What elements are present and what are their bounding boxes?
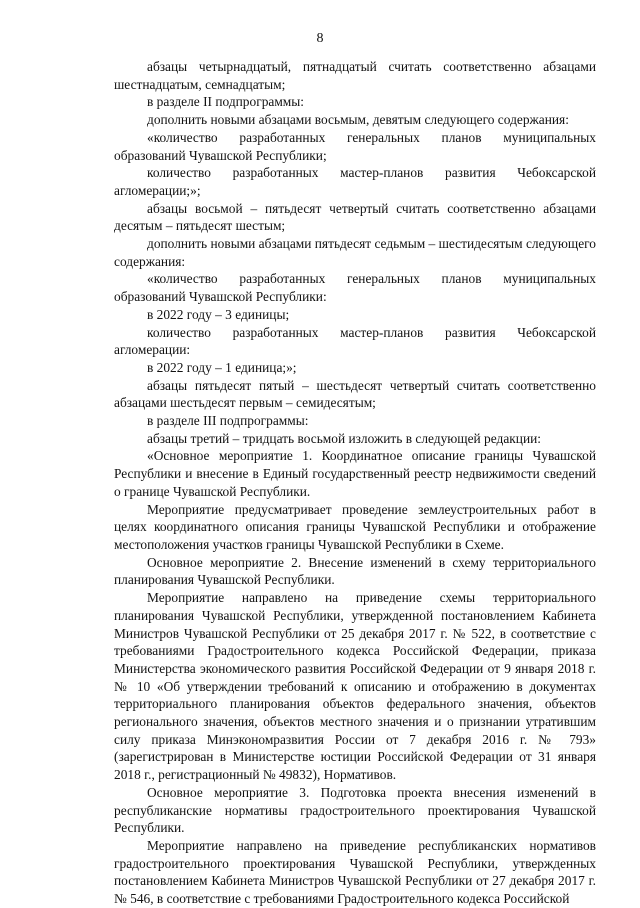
paragraph: «Основное мероприятие 1. Координатное описание границы Чувашской Республики и внесение в Единый государственный реестр недвижимости сведений о границе Чувашской Республики. <box>114 448 596 499</box>
paragraph: абзацы пятьдесят пятый – шестьдесят четвертый считать соответственно абзацами шестьдесят первым – семидесятым; <box>114 377 596 411</box>
paragraph: абзацы восьмой – пятьдесят четвертый считать соответственно абзацами десятым – пятьдесят шестым; <box>114 200 596 234</box>
paragraph: абзацы третий – тридцать восьмой изложить в следующей редакции: <box>147 430 541 446</box>
paragraph: в 2022 году – 1 единица;»; <box>147 359 297 375</box>
paragraph: абзацы четырнадцатый, пятнадцатый считать соответственно абзацами шестнадцатым, семнадцатым; <box>114 59 596 92</box>
paragraph: в разделе III подпрограммы: <box>147 413 309 429</box>
paragraph: Мероприятие предусматривает проведение землеустроительных работ в целях координатного описания границы Чувашской Республики и отображение местоположения участков границы Чувашской Республики в Схеме. <box>114 501 596 552</box>
paragraph: в 2022 году – 3 единицы; <box>147 306 290 322</box>
paragraph: «количество разработанных генеральных планов муниципальных образований Чувашской Республики; <box>114 129 596 163</box>
page-number: 8 <box>316 31 324 46</box>
paragraph: Мероприятие направлено на приведение схемы территориального планирования Чувашской Республики, утвержденной постановлением Кабинета Министров Чувашской Республики от 25 декабря 2017 г. № 522, в соответствие с требованиями Градостроительного кодекса Российской Федерации, приказа Министерства экономического развития Российской Федерации от 9 января 2018 г. № 10 «Об утверждении требований к описанию и отображению в документах территориального планирования объектов федерального значения, объектов регионального значения, объектов местного значения и о признании утратившим силу приказа Минэкономразвития России от 7 декабря 2016 г. № 793» (зарегистрирован в Министерстве юстиции Российской Федерации от 31 января 2018 г., регистрационный № 49832), Нормативов. <box>114 590 596 783</box>
paragraph: количество разработанных мастер-планов развития Чебоксарской агломерации;»; <box>114 165 596 198</box>
body-text <box>114 58 596 908</box>
paragraph: дополнить новыми абзацами восьмым, девятым следующего содержания: <box>147 112 569 128</box>
paragraph: Основное мероприятие 2. Внесение изменений в схему территориального планирования Чувашской Республики. <box>114 554 596 588</box>
paragraph: дополнить новыми абзацами пятьдесят седьмым – шестидесятым следующего содержания: <box>114 236 596 269</box>
paragraph: Основное мероприятие 3. Подготовка проекта внесения изменений в республиканские нормативы градостроительного проектирования Чувашской Республики. <box>114 784 596 836</box>
paragraph: Мероприятие направлено на приведение республиканских нормативов градостроительного проектирования Чувашской Республики, утвержденных постановлением Кабинета Министров Чувашской Республики от 27 декабря 2017 г. № 546, в соответствие с требованиями Градостроительного кодекса Российской <box>114 837 596 907</box>
paragraph: количество разработанных мастер-планов развития Чебоксарской агломерации: <box>114 324 596 358</box>
paragraph: «количество разработанных генеральных планов муниципальных образований Чувашской Республики: <box>114 271 596 305</box>
paragraph: в разделе II подпрограммы: <box>147 94 304 110</box>
